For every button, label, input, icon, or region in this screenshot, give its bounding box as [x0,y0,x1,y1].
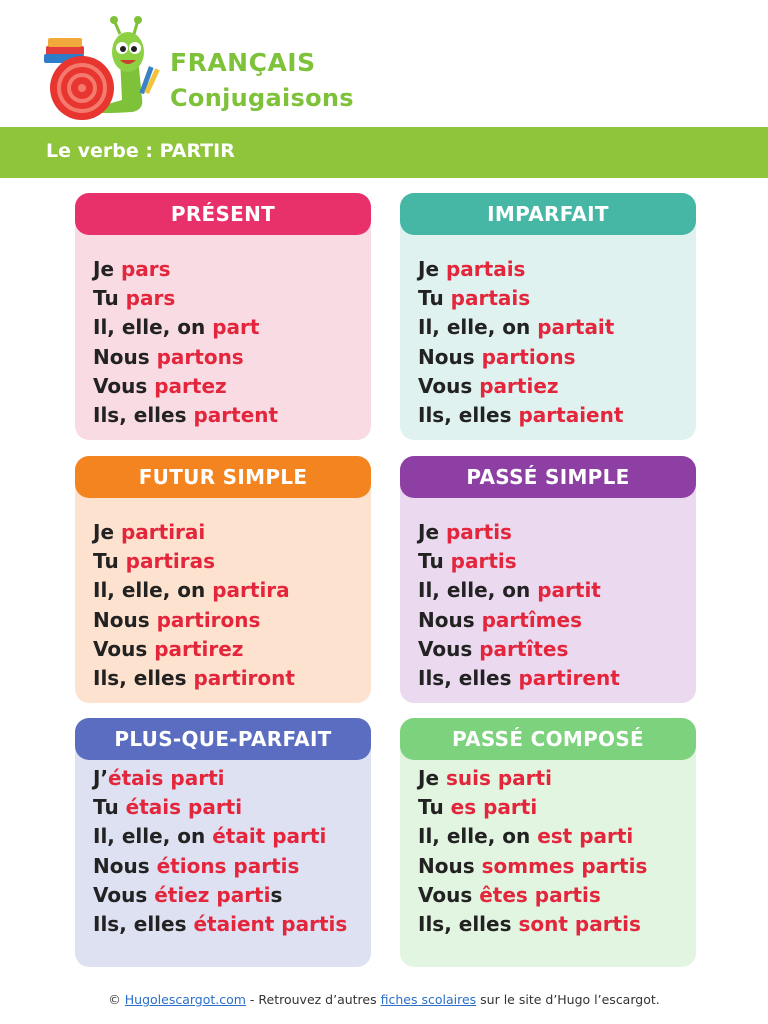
conjugation-line: Vous étiez partis [93,882,283,907]
card-futur-simple [75,456,371,703]
hugolescargot-link[interactable]: Hugolescargot.com [124,992,246,1007]
card-plus-que-parfait-lines [93,764,347,939]
conjugation-line: Tu partiras [93,549,216,574]
brand-subtitle: Conjugaisons [170,84,354,112]
conjugation-line: Ils, elles partirent [418,665,620,690]
conjugation-line: Vous partîtes [418,636,569,661]
card-plus-que-parfait [75,718,371,967]
conjugation-line: Tu partais [418,286,531,311]
conjugation-line: Vous partiez [418,373,559,398]
conjugation-line: Je pars [93,257,171,281]
conjugation-line: Nous partirons [93,607,261,632]
card-imparfait-lines [418,255,623,430]
card-passe-simple-title: PASSÉ SIMPLE [400,456,696,498]
footer-text-end: sur le site d’Hugo l’escargot. [476,992,660,1007]
conjugation-line: Tu es parti [418,795,538,820]
conjugation-line: Nous sommes partis [418,853,648,878]
conjugation-line: Ils, elles sont partis [418,911,641,936]
conjugation-line: J’étais parti [93,766,225,790]
card-passe-simple [400,456,696,703]
conjugation-line: Il, elle, on partira [93,578,290,603]
card-passe-compose-title: PASSÉ COMPOSÉ [400,718,696,760]
conjugation-line: Nous partions [418,344,576,369]
fiches-scolaires-link[interactable]: fiches scolaires [380,992,477,1007]
footer-text-middle: - Retrouvez d’autres [245,992,381,1007]
card-passe-compose [400,718,696,967]
conjugation-line: Vous partez [93,373,227,398]
conjugation-line: Nous partîmes [418,607,582,632]
card-passe-compose-lines [418,764,647,939]
conjugation-line: Je partirai [93,520,206,544]
conjugation-line: Je suis parti [418,766,552,790]
conjugation-line: Tu partis [418,549,517,574]
footer [0,992,768,1007]
card-futur-simple-lines [93,518,295,693]
verb-banner-title: Le verbe : PARTIR [46,140,235,162]
conjugation-line: Vous êtes partis [418,882,601,907]
card-present-title: PRÉSENT [75,193,371,235]
conjugation-line: Ils, elles partaient [418,402,624,427]
conjugation-line: Ils, elles partent [93,402,279,427]
card-futur-simple-title: FUTUR SIMPLE [75,456,371,498]
conjugation-line: Il, elle, on partait [418,315,615,340]
card-plus-que-parfait-title: PLUS-QUE-PARFAIT [75,718,371,760]
conjugation-line: Je partais [418,257,526,281]
conjugation-line: Nous partons [93,344,244,369]
conjugation-line: Tu étais parti [93,795,243,820]
conjugation-line: Vous partirez [93,636,244,661]
conjugation-line: Il, elle, on était parti [93,824,327,849]
conjugation-line: Tu pars [93,286,176,311]
conjugation-line: Nous étions partis [93,853,300,878]
snail-mascot-logo [40,16,164,120]
card-present-lines [93,255,278,430]
card-imparfait [400,193,696,440]
conjugation-line: Il, elle, on part [93,315,260,340]
conjugation-line: Je partis [418,520,512,544]
card-passe-simple-lines [418,518,620,693]
footer-copyright: © [108,992,125,1007]
card-imparfait-title: IMPARFAIT [400,193,696,235]
conjugation-line: Ils, elles partiront [93,665,295,690]
conjugation-line: Ils, elles étaient partis [93,911,348,936]
conjugation-line: Il, elle, on partit [418,578,601,603]
conjugation-line: Il, elle, on est parti [418,824,634,849]
card-present [75,193,371,440]
brand-title: FRANÇAIS [170,48,316,77]
header [0,0,768,127]
verb-banner [0,127,768,178]
